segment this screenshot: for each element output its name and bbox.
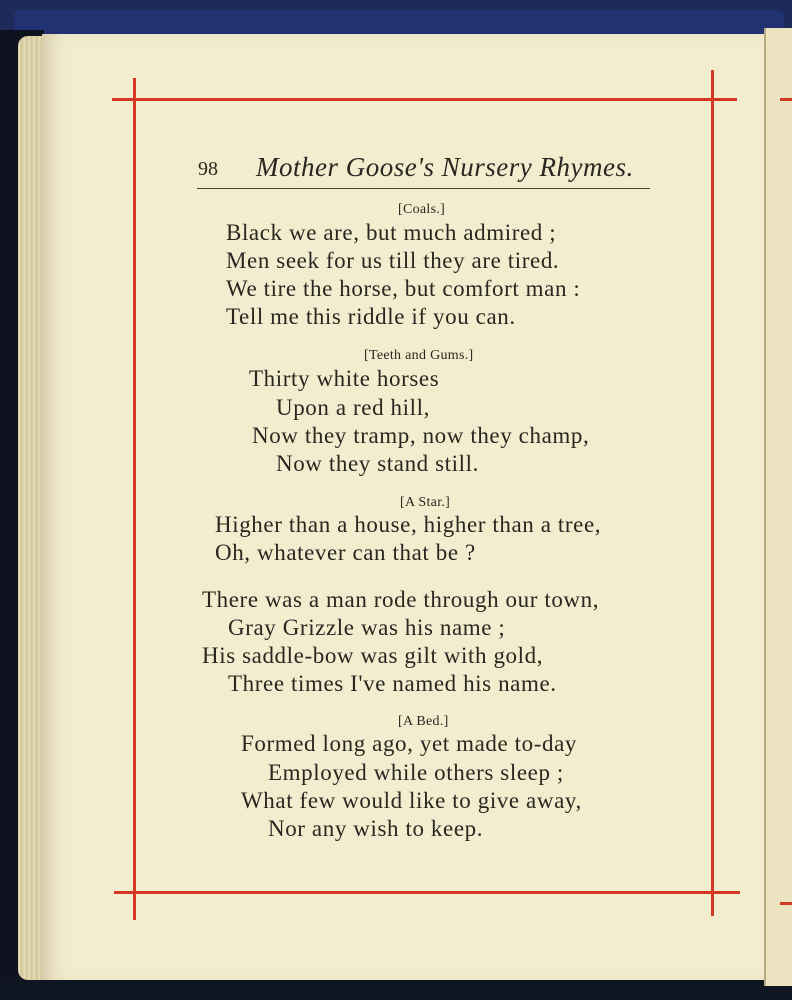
book-cover-bottom [0, 978, 792, 1000]
header-rule [197, 188, 650, 189]
poem-line: Black we are, but much admired ; [226, 220, 557, 245]
poem-line: Upon a red hill, [276, 395, 430, 420]
poem-line: His saddle-bow was gilt with gold, [202, 643, 544, 668]
poem-line: Nor any wish to keep. [268, 816, 484, 841]
poem-line: Formed long ago, yet made to-day [241, 731, 578, 756]
poem-line: Three times I've named his name. [228, 671, 557, 696]
frame-line-right [711, 70, 714, 916]
poem-line: Thirty white horses [249, 366, 440, 391]
next-page-edge [764, 28, 792, 986]
poem-line: Now they stand still. [276, 451, 479, 476]
poem-line: There was a man rode through our town, [202, 587, 600, 612]
frame-line-left [133, 78, 136, 920]
poem-line: What few would like to give away, [241, 788, 582, 813]
frame-line-top [112, 98, 737, 101]
poem-line: Employed while others sleep ; [268, 760, 564, 785]
riddle-caption-bed: [A Bed.] [398, 714, 449, 729]
poem-line: Men seek for us till they are tired. [226, 248, 560, 273]
riddle-caption-star: [A Star.] [400, 495, 451, 510]
riddle-caption-teeth: [Teeth and Gums.] [364, 348, 474, 363]
riddle-caption-coals: [Coals.] [398, 202, 446, 217]
frame-line-bottom [114, 891, 740, 894]
poem-line: Tell me this riddle if you can. [226, 304, 516, 329]
poem-line: Now they tramp, now they champ, [252, 423, 590, 448]
poem-line: Higher than a house, higher than a tree, [215, 512, 602, 537]
poem-line: Gray Grizzle was his name ; [228, 615, 506, 640]
poem-line: We tire the horse, but comfort man : [226, 276, 581, 301]
running-title: Mother Goose's Nursery Rhymes. [256, 152, 634, 182]
next-page-frame-top [780, 98, 792, 101]
next-page-frame-bottom [780, 902, 792, 905]
page-number: 98 [198, 158, 218, 180]
poem-line: Oh, whatever can that be ? [215, 540, 476, 565]
